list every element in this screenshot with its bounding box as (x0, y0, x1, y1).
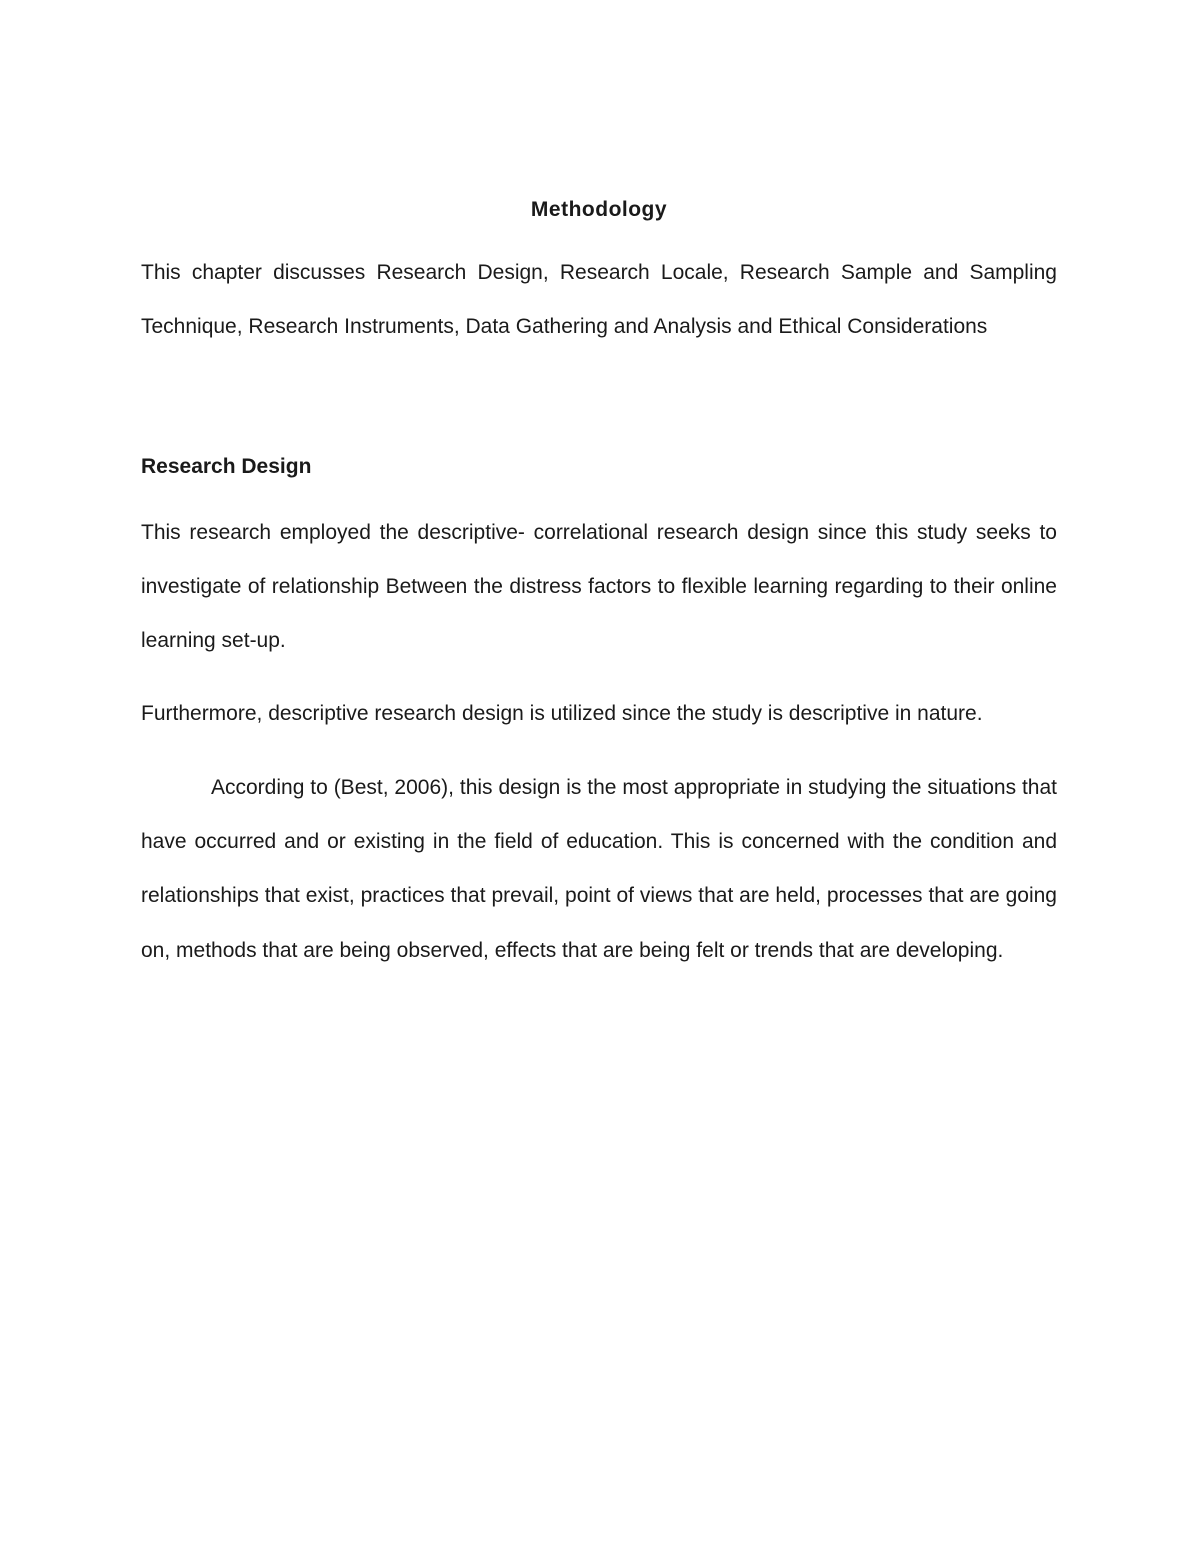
research-design-paragraph-1: This research employed the descriptive- correlational research design since this study seeks to investigate of relationship Between the distress factors to flexible learning regarding to their online learning set-up. (141, 520, 1057, 653)
intro-paragraph: This chapter discusses Research Design, Research Locale, Research Sample and Sampling Technique, Research Instruments, Data Gathering and Analysis and Ethical Considerations (141, 261, 1057, 339)
document-body (141, 190, 1057, 978)
research-design-paragraph-2: Furthermore, descriptive research design is utilized since the study is descriptive in nature. (141, 702, 983, 726)
page-title: Methodology (530, 198, 668, 221)
research-design-paragraph-3: According to (Best, 2006), this design is the most appropriate in studying the situations that have occurred and or existing in the field of education. This is concerned with the condition and relationships that exist, practices that prevail, point of views that are held, processes that are going on, methods that are being observed, effects that are being felt or trends that are developing. (141, 775, 1057, 962)
section-heading-research-design: Research Design (141, 454, 312, 478)
